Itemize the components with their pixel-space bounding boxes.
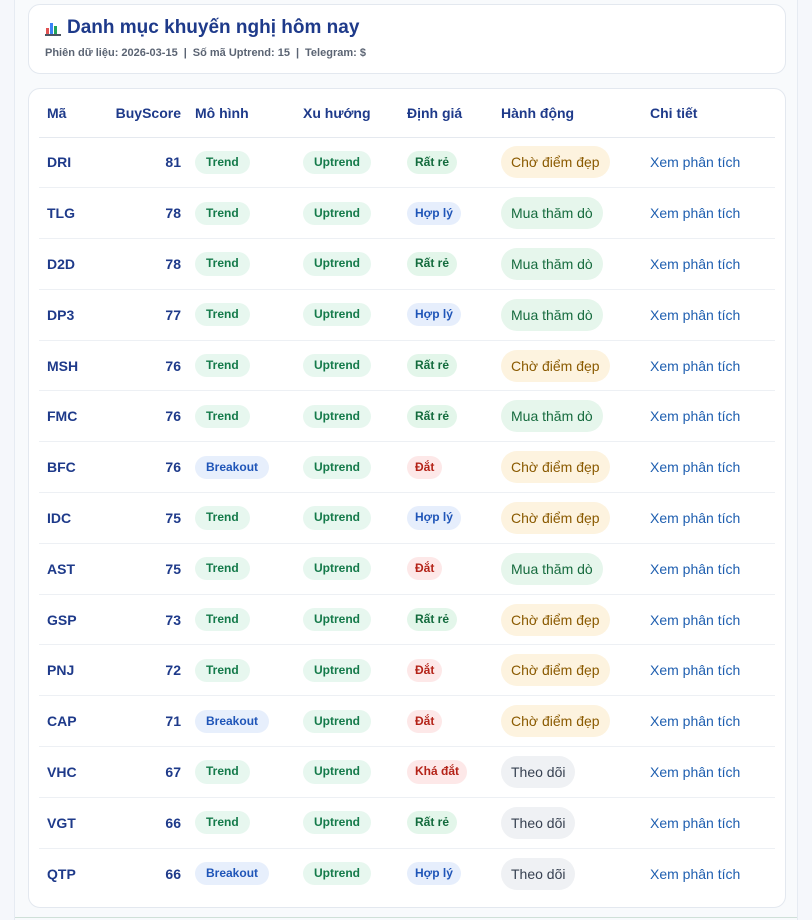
stock-code: BFC (47, 459, 76, 476)
trend-badge: Uptrend (303, 303, 371, 326)
action-badge: Mua thăm dò (501, 197, 603, 229)
table-row (39, 594, 775, 645)
table-row (39, 442, 775, 493)
view-analysis-link[interactable]: Xem phân tích (650, 713, 741, 730)
valuation-badge: Rất rẻ (407, 354, 457, 377)
trend-badge: Uptrend (303, 506, 371, 529)
view-analysis-link[interactable]: Xem phân tích (650, 408, 741, 425)
table-row (39, 645, 775, 696)
trend-badge: Uptrend (303, 760, 371, 783)
buyscore-value: 66 (165, 814, 181, 831)
action-badge: Mua thăm dò (501, 553, 603, 585)
stock-code: AST (47, 560, 75, 577)
pattern-badge: Trend (195, 659, 250, 682)
trend-badge: Uptrend (303, 608, 371, 631)
pattern-badge: Trend (195, 760, 250, 783)
col-header-trend: Xu hướng (303, 89, 407, 137)
buyscore-value: 67 (165, 763, 181, 780)
table-row (39, 188, 775, 239)
pattern-badge: Trend (195, 202, 250, 225)
view-analysis-link[interactable]: Xem phân tích (650, 306, 741, 323)
col-header-action: Hành động (501, 89, 650, 137)
stock-code: VHC (47, 763, 77, 780)
page-title-text: Danh mục khuyến nghị hôm nay (67, 17, 360, 38)
trend-badge: Uptrend (303, 811, 371, 834)
pattern-badge: Trend (195, 608, 250, 631)
table-row (39, 493, 775, 544)
buyscore-value: 72 (165, 662, 181, 679)
buyscore-value: 76 (165, 459, 181, 476)
header-card (28, 4, 786, 74)
stock-code: PNJ (47, 662, 75, 679)
action-badge: Mua thăm dò (501, 248, 603, 280)
valuation-badge: Hợp lý (407, 303, 461, 326)
table-row (39, 239, 775, 290)
table-row (39, 848, 775, 899)
view-analysis-link[interactable]: Xem phân tích (650, 205, 741, 222)
stock-code: DP3 (47, 306, 75, 323)
col-header-detail: Chi tiết (650, 89, 775, 137)
valuation-badge: Rất rẻ (407, 252, 457, 275)
pattern-badge: Breakout (195, 456, 269, 479)
stock-code: QTP (47, 865, 76, 882)
view-analysis-link[interactable]: Xem phân tích (650, 662, 741, 679)
pattern-badge: Breakout (195, 862, 269, 885)
trend-badge: Uptrend (303, 405, 371, 428)
table-row (39, 747, 775, 798)
buyscore-value: 77 (165, 306, 181, 323)
table-header-row (39, 89, 775, 137)
valuation-badge: Rất rẻ (407, 151, 457, 174)
view-analysis-link[interactable]: Xem phân tích (650, 865, 741, 882)
valuation-badge: Rất rẻ (407, 811, 457, 834)
view-analysis-link[interactable]: Xem phân tích (650, 255, 741, 272)
buyscore-value: 73 (165, 611, 181, 628)
action-badge: Chờ điểm đẹp (501, 451, 610, 483)
table-row (39, 289, 775, 340)
action-badge: Mua thăm dò (501, 400, 603, 432)
page-title (45, 17, 769, 39)
buyscore-value: 66 (165, 865, 181, 882)
valuation-badge: Hợp lý (407, 506, 461, 529)
trend-badge: Uptrend (303, 659, 371, 682)
action-badge: Theo dõi (501, 807, 575, 839)
buyscore-value: 75 (165, 560, 181, 577)
meta-line: Phiên dữ liệu: 2026-03-15 | Số mã Uptrend: 15 | Telegram: $ (45, 47, 366, 59)
view-analysis-link[interactable]: Xem phân tích (650, 357, 741, 374)
col-header-pattern: Mô hình (195, 89, 303, 137)
trend-badge: Uptrend (303, 151, 371, 174)
buyscore-value: 78 (165, 205, 181, 222)
recommendation-table (39, 89, 775, 899)
divider (15, 917, 797, 918)
pattern-badge: Trend (195, 506, 250, 529)
valuation-badge: Đắt (407, 659, 442, 682)
pattern-badge: Trend (195, 303, 250, 326)
view-analysis-link[interactable]: Xem phân tích (650, 814, 741, 831)
session-date: Phiên dữ liệu: 2026-03-15 (45, 47, 178, 59)
buyscore-value: 76 (165, 357, 181, 374)
action-badge: Chờ điểm đẹp (501, 705, 610, 737)
buyscore-value: 75 (165, 509, 181, 526)
stock-code: VGT (47, 814, 76, 831)
action-badge: Chờ điểm đẹp (501, 146, 610, 178)
valuation-badge: Rất rẻ (407, 608, 457, 631)
view-analysis-link[interactable]: Xem phân tích (650, 763, 741, 780)
buyscore-value: 78 (165, 255, 181, 272)
trend-badge: Uptrend (303, 862, 371, 885)
action-badge: Theo dõi (501, 858, 575, 890)
buyscore-value: 71 (165, 713, 181, 730)
table-row (39, 391, 775, 442)
buyscore-value: 81 (165, 154, 181, 171)
valuation-badge: Hợp lý (407, 862, 461, 885)
action-badge: Chờ điểm đẹp (501, 604, 610, 636)
valuation-badge: Khá đắt (407, 760, 467, 783)
trend-badge: Uptrend (303, 252, 371, 275)
col-header-code: Mã (39, 89, 101, 137)
valuation-badge: Đắt (407, 710, 442, 733)
valuation-badge: Đắt (407, 456, 442, 479)
pattern-badge: Breakout (195, 710, 269, 733)
bar-chart-icon (45, 20, 61, 36)
pattern-badge: Trend (195, 354, 250, 377)
action-badge: Theo dõi (501, 756, 575, 788)
action-badge: Chờ điểm đẹp (501, 350, 610, 382)
trend-badge: Uptrend (303, 710, 371, 733)
trend-badge: Uptrend (303, 354, 371, 377)
pattern-badge: Trend (195, 151, 250, 174)
recommendation-table-card (28, 88, 786, 908)
table-row (39, 543, 775, 594)
view-analysis-link[interactable]: Xem phân tích (650, 154, 741, 171)
table-row (39, 797, 775, 848)
trend-badge: Uptrend (303, 456, 371, 479)
col-header-valuation: Định giá (407, 89, 501, 137)
trend-badge: Uptrend (303, 202, 371, 225)
stock-code: MSH (47, 357, 79, 374)
view-analysis-link[interactable]: Xem phân tích (650, 560, 741, 577)
valuation-badge: Đắt (407, 557, 442, 580)
uptrend-count: Số mã Uptrend: 15 (192, 47, 290, 59)
trend-badge: Uptrend (303, 557, 371, 580)
action-badge: Chờ điểm đẹp (501, 654, 610, 686)
action-badge: Chờ điểm đẹp (501, 502, 610, 534)
pattern-badge: Trend (195, 811, 250, 834)
stock-code: FMC (47, 408, 78, 425)
stock-code: IDC (47, 509, 72, 526)
pattern-badge: Trend (195, 252, 250, 275)
view-analysis-link[interactable]: Xem phân tích (650, 509, 741, 526)
stock-code: D2D (47, 255, 76, 272)
table-row (39, 340, 775, 391)
action-badge: Mua thăm dò (501, 299, 603, 331)
view-analysis-link[interactable]: Xem phân tích (650, 611, 741, 628)
table-row (39, 137, 775, 188)
stock-code: GSP (47, 611, 77, 628)
buyscore-value: 76 (165, 408, 181, 425)
table-row (39, 696, 775, 747)
pattern-badge: Trend (195, 405, 250, 428)
stock-code: DRI (47, 154, 72, 171)
valuation-badge: Rất rẻ (407, 405, 457, 428)
stock-code: TLG (47, 205, 75, 222)
telegram-link[interactable]: Telegram: $ (305, 47, 366, 59)
pattern-badge: Trend (195, 557, 250, 580)
stock-code: CAP (47, 713, 77, 730)
col-header-buyscore: BuyScore (101, 89, 195, 137)
view-analysis-link[interactable]: Xem phân tích (650, 459, 741, 476)
valuation-badge: Hợp lý (407, 202, 461, 225)
